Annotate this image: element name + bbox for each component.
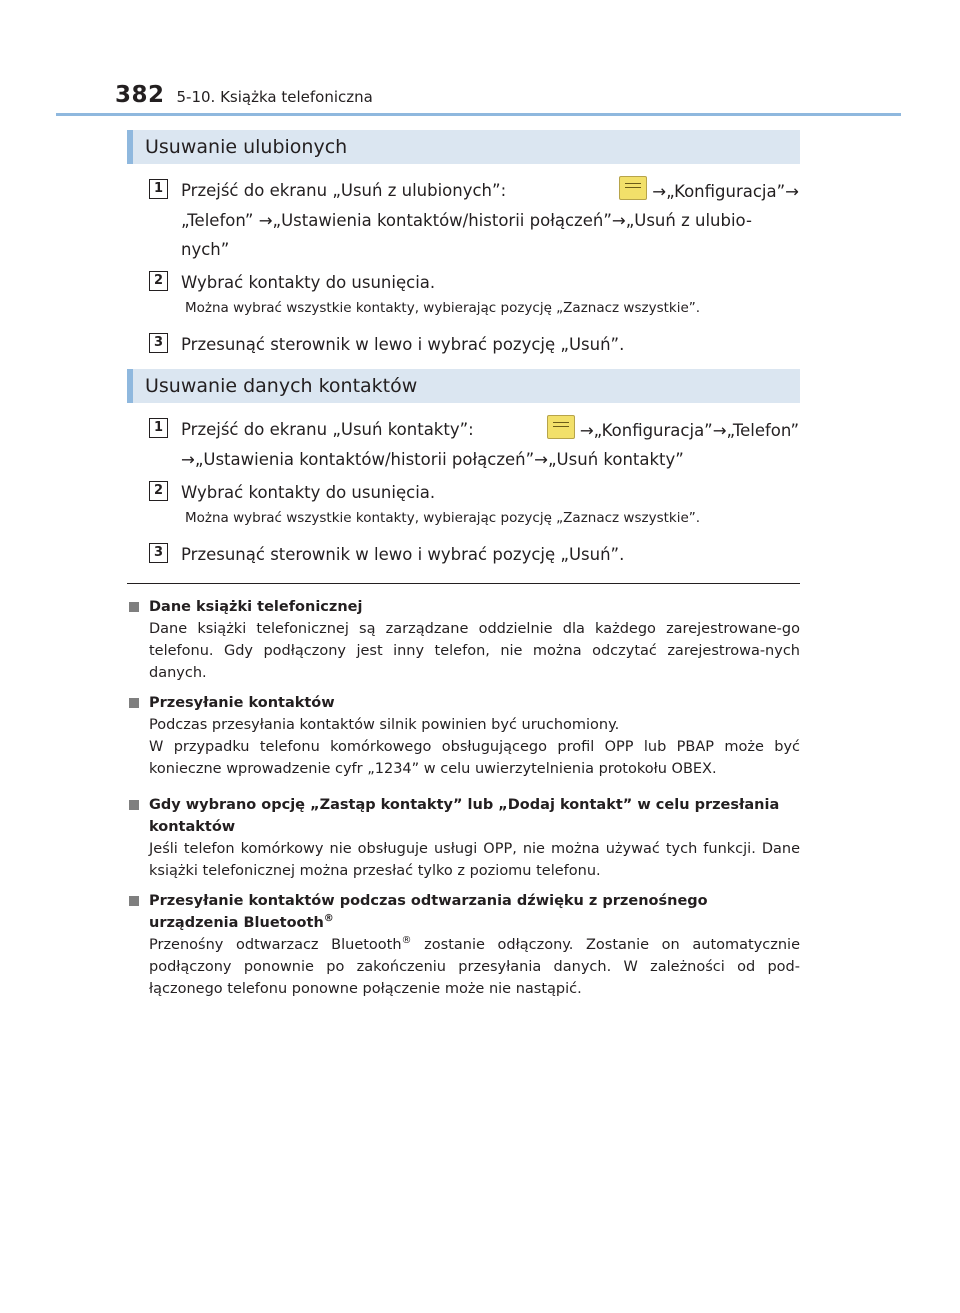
menu-path <box>547 415 799 445</box>
step-1-contacts <box>149 415 799 474</box>
step-number: 3 <box>149 333 168 353</box>
step-number: 1 <box>149 179 168 199</box>
step-number: 2 <box>149 481 168 501</box>
step-text: „Telefon” →„Ustawienia kontaktów/historii połączeń”→„Usuń z ulubio- <box>181 211 752 230</box>
step-line <box>181 176 799 206</box>
chapter-title: 5-10. Książka telefoniczna <box>176 88 373 106</box>
note-transfer-contacts <box>127 692 800 780</box>
step-3-contacts <box>149 540 799 569</box>
step-text: Przesunąć sterownik w lewo i wybrać pozycję „Usuń”. <box>181 335 625 354</box>
step-text: Wybrać kontakty do usunięcia. <box>181 273 436 292</box>
step-number: 2 <box>149 271 168 291</box>
step-line <box>181 445 799 474</box>
menu-button-icon <box>547 415 575 439</box>
note-body: Jeśli telefon komórkowy nie obsługuje usługi OPP, nie można używać tych funkcji. Dane książki telefonicznej można przesłać tylko z poziomu telefonu. <box>149 841 800 879</box>
step-text: Przejść do ekranu „Usuń z ulubionych”: <box>181 181 507 200</box>
step-note: Można wybrać wszystkie kontakty, wybierając pozycję „Zaznacz wszystkie”. <box>185 510 701 526</box>
note-title-text: Przesyłanie kontaktów podczas odtwarzania dźwięku z przenośnego urządzenia Bluetooth <box>149 893 708 931</box>
note-bluetooth-transfer <box>127 890 800 1000</box>
step-text: →„Konfiguracja”→„Telefon” <box>579 421 799 440</box>
step-text: Przesunąć sterownik w lewo i wybrać pozycję „Usuń”. <box>181 545 625 564</box>
note-title: Gdy wybrano opcję „Zastąp kontakty” lub „Dodaj kontakt” w celu przesłania kontaktów <box>127 794 800 838</box>
step-2-contacts <box>149 478 799 529</box>
note-body-text: Przenośny odtwarzacz Bluetooth <box>149 937 402 953</box>
note-title: Dane książki telefonicznej <box>127 596 800 618</box>
step-note: Można wybrać wszystkie kontakty, wybierając pozycję „Zaznacz wszystkie”. <box>185 300 701 316</box>
menu-button-icon <box>619 176 647 200</box>
step-text: Przejść do ekranu „Usuń kontakty”: <box>181 420 474 439</box>
note-phonebook-data <box>127 596 800 684</box>
note-body: W przypadku telefonu komórkowego obsługującego profil OPP lub PBAP może być konieczne wprowadzenie cyfr „1234” w celu uwierzytelnienia protokołu OBEX. <box>149 739 800 777</box>
registered-mark: ® <box>401 935 412 947</box>
step-text: →„Konfiguracja”→ <box>652 182 799 201</box>
note-body: Dane książki telefonicznej są zarządzane oddzielnie dla każdego zarejestrowane-go telefonu. Gdy podłączony jest inny telefon, nie można odczytać zarejestrowa-nych danych. <box>149 621 800 681</box>
note-body <box>127 934 800 1000</box>
page-header <box>115 82 373 114</box>
step-line <box>181 415 799 445</box>
step-number: 1 <box>149 418 168 438</box>
registered-mark: ® <box>323 913 334 925</box>
step-2-favorites <box>149 268 799 319</box>
note-body-text: zostanie odłączony. Zostanie on automatycznie podłączony ponownie po zakończeniu przesyłania danych. W zależności od pod-łączonego telefonu ponowne połączenie może nie nastąpić. <box>149 937 800 997</box>
section-heading-contacts: Usuwanie danych kontaktów <box>127 369 800 403</box>
step-line <box>181 206 799 235</box>
menu-path <box>619 176 799 206</box>
section-divider <box>127 583 800 584</box>
step-3-favorites <box>149 330 799 359</box>
note-replace-add-contacts <box>127 794 800 882</box>
step-line <box>181 235 799 264</box>
note-title <box>127 890 800 934</box>
page-number: 382 <box>115 82 165 108</box>
step-text: →„Ustawienia kontaktów/historii połączeń”→„Usuń kontakty” <box>181 450 684 469</box>
header-rule <box>56 113 901 116</box>
note-body: Podczas przesyłania kontaktów silnik powinien być uruchomiony. <box>149 717 620 733</box>
step-text: nych” <box>181 240 230 259</box>
step-text: Wybrać kontakty do usunięcia. <box>181 483 436 502</box>
note-title: Przesyłanie kontaktów <box>127 692 800 714</box>
section-heading-favorites: Usuwanie ulubionych <box>127 130 800 164</box>
step-number: 3 <box>149 543 168 563</box>
step-1-favorites <box>149 176 799 264</box>
